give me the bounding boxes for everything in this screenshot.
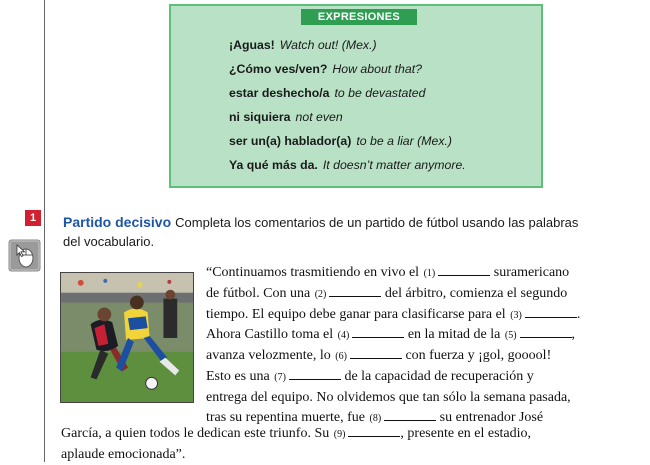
passage-text: tiempo. El equipo debe ganar para clasificarse para el (206, 306, 510, 322)
passage-text: de fútbol. Con una (206, 285, 314, 301)
passage-line (206, 284, 580, 305)
passage-text: “Continuamos trasmitiendo en vivo el (206, 265, 423, 280)
blank-number: (9) (333, 429, 346, 440)
passage-text: en la mitad de la (404, 327, 504, 343)
expresiones-title: EXPRESIONES (301, 9, 417, 25)
instruction-text: Completa los comentarios de un partido de fútbol usando las palabras (175, 215, 579, 230)
passage-text: de la capacidad de recuperación y (340, 368, 534, 384)
passage-text: , presente en el estadio, (400, 426, 532, 441)
blank-number: (8) (369, 412, 382, 424)
passage-line (206, 305, 580, 326)
expresiones-box (169, 4, 543, 188)
margin-rule (44, 0, 45, 462)
passage-wrapped (206, 263, 580, 428)
expresiones-list (229, 33, 466, 177)
expresion-gloss: It doesn’t matter anymore. (322, 158, 466, 172)
passage-text: , (571, 327, 576, 343)
fill-in-blank[interactable] (438, 265, 490, 276)
blank-number: (1) (423, 268, 436, 279)
instruction-text-cont: del vocabulario. (63, 234, 155, 249)
passage-text: con fuerza y ¡gol, gooool! (401, 348, 552, 364)
expresion-gloss: Watch out! (Mex.) (279, 38, 377, 52)
expresion-term: ¡Aguas! (229, 38, 275, 52)
blank-number: (3) (510, 309, 522, 321)
activity-instruction (63, 213, 643, 251)
blank-number: (6) (335, 351, 347, 363)
passage-line (206, 325, 580, 346)
passage-line (61, 424, 531, 445)
passage-text: su entrenador José (436, 409, 544, 425)
fill-in-blank[interactable] (329, 286, 381, 297)
fill-in-blank[interactable] (350, 348, 402, 359)
passage-line (206, 388, 580, 408)
passage-text: Ahora Castillo toma el (206, 327, 337, 343)
fill-in-blank[interactable] (348, 426, 400, 437)
passage-text: tras su repentina muerte, fue (206, 409, 369, 425)
expresion-term: ¿Cómo ves/ven? (229, 62, 328, 76)
passage-full-width (61, 424, 531, 465)
passage-text: suramericano (490, 265, 570, 280)
passage-text: aplaude emocionada”. (61, 446, 186, 462)
expresion-item (229, 105, 466, 129)
fill-in-blank[interactable] (520, 327, 572, 338)
passage-text: García, a quien todos le dedican este triunfo. Su (61, 426, 333, 441)
soccer-ball (146, 377, 158, 389)
passage-text: entrega del equipo. No olvidemos que tan sólo la semana pasada, (206, 389, 571, 405)
expresion-term: Ya qué más da. (229, 158, 318, 172)
expresion-term: ni siquiera (229, 110, 291, 124)
mouse-click-icon[interactable] (8, 239, 41, 272)
passage-text: avanza velozmente, lo (206, 348, 335, 364)
blank-number: (7) (274, 371, 286, 383)
passage-text: . (576, 306, 581, 322)
fill-in-blank[interactable] (289, 369, 341, 380)
blank-number: (5) (504, 330, 517, 342)
passage-line (206, 346, 580, 367)
activity-number-badge: 1 (25, 210, 41, 226)
passage-text: del árbitro, comienza el segundo (381, 285, 568, 301)
expresion-item (229, 153, 466, 177)
expresion-gloss: not even (295, 110, 343, 124)
expresion-item (229, 57, 466, 81)
blank-number: (4) (337, 330, 350, 342)
expresion-gloss: How about that? (332, 62, 422, 76)
expresion-gloss: to be devastated (334, 86, 426, 100)
passage-line (206, 263, 580, 284)
fill-in-blank[interactable] (525, 307, 577, 318)
expresion-term: ser un(a) hablador(a) (229, 134, 352, 148)
activity-title: Partido decisivo (63, 214, 172, 230)
blank-number: (2) (314, 288, 327, 300)
expresion-item (229, 81, 466, 105)
soccer-players-photo (60, 272, 194, 403)
fill-in-blank[interactable] (352, 327, 404, 338)
passage-line (206, 367, 580, 388)
fill-in-blank[interactable] (384, 410, 436, 421)
expresion-item (229, 33, 466, 57)
expresion-gloss: to be a liar (Mex.) (356, 134, 452, 148)
passage-text: Esto es una (206, 368, 274, 384)
expresion-item (229, 129, 466, 153)
expresion-term: estar deshecho/a (229, 86, 330, 100)
